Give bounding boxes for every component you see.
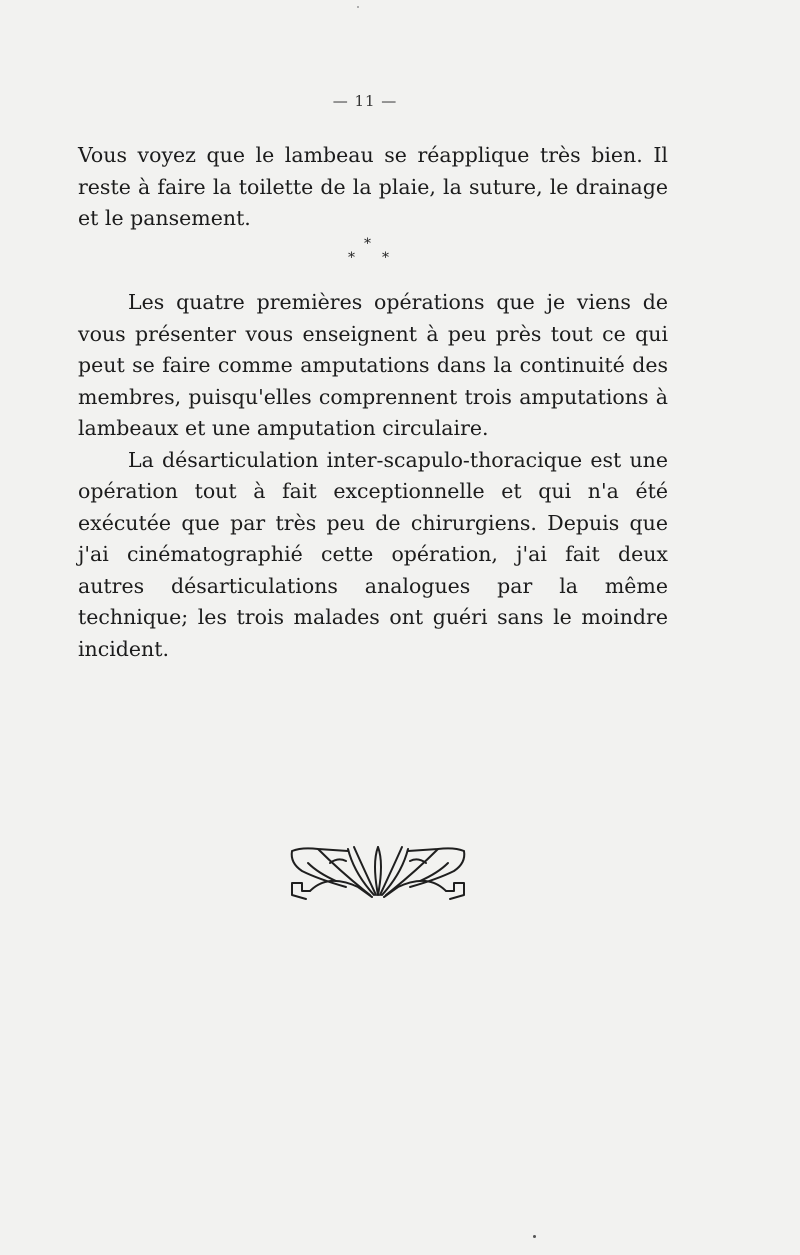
paragraph-1: Vous voyez que le lambeau se réapplique très bien. Il reste à faire la toilette de la plaie, la suture, le drainage et le pansement. [78,143,668,230]
separator-star-top: * [364,236,371,252]
art-nouveau-fan-ornament-icon [288,843,468,901]
separator-star-left: * [348,250,355,266]
paragraph-2: Les quatre premières opérations que je viens de vous présenter vous enseignent à peu près tout ce qui peut se faire comme amputations dans la continuité des membres, puisqu'elles comprennent trois amputations à lambeaux et une amputation circulaire. [78,290,668,440]
paragraph-3: La désarticulation inter-scapulo-thoracique est une opération tout à fait exceptionnelle et qui n'a été exécutée que par très peu de chirurgiens. Depuis que j'ai cinématographié cette opération, j'ai fait deux autres désarticulations analogues par la même technique; les trois malades ont guéri sans le moindre incident. [78,447,668,661]
section-separator [330,236,406,270]
paper-speck [533,1235,536,1238]
paragraph-group-bottom [78,287,668,665]
page-number: — 11 — [332,92,398,110]
paper-speck [357,6,359,8]
paragraph-group-top [78,140,668,235]
separator-star-right: * [382,250,389,266]
